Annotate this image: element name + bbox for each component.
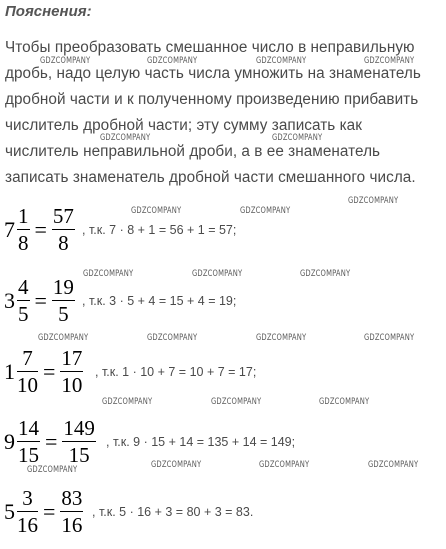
improper-fraction — [60, 487, 83, 537]
equals-sign: = — [34, 217, 47, 242]
explanation: , т.к. 1 · 10 + 7 = 10 + 7 = 17; — [95, 365, 257, 379]
numerator: 19 — [52, 275, 74, 300]
fraction-bar — [60, 371, 83, 373]
fraction — [17, 417, 40, 467]
fraction — [17, 205, 30, 255]
fraction-bar — [17, 511, 38, 513]
denominator: 16 — [17, 513, 38, 538]
explanation: , т.к. 7 · 8 + 1 = 56 + 1 = 57; — [82, 223, 237, 237]
watermark: GDZCOMPANY — [300, 269, 351, 279]
fraction — [17, 276, 30, 326]
denominator: 16 — [61, 513, 83, 538]
numerator: 3 — [22, 486, 33, 511]
paragraph-line: числитель дробной части; эту сумму записать как — [5, 117, 362, 134]
mixed-number-equation — [4, 200, 77, 260]
whole-part: 1 — [4, 359, 15, 384]
fraction-bar — [17, 229, 30, 231]
denominator: 5 — [58, 302, 69, 327]
fraction — [17, 347, 38, 397]
numerator: 7 — [22, 346, 33, 371]
denominator: 15 — [68, 443, 90, 468]
fraction-bar — [17, 441, 40, 443]
watermark: GDZCOMPANY — [259, 460, 310, 470]
denominator: 8 — [18, 231, 29, 256]
fraction-bar — [62, 441, 96, 443]
watermark: GDZCOMPANY — [364, 333, 415, 343]
heading: Пояснения: — [5, 3, 92, 20]
watermark: GDZCOMPANY — [272, 133, 323, 143]
paragraph-line: Чтобы преобразовать смешанное число в неправильную — [5, 39, 415, 56]
denominator: 10 — [17, 373, 38, 398]
numerator: 149 — [63, 416, 95, 441]
watermark: GDZCOMPANY — [211, 397, 262, 407]
denominator: 8 — [58, 231, 69, 256]
numerator: 14 — [18, 416, 39, 441]
denominator: 10 — [61, 373, 83, 398]
fraction — [17, 487, 38, 537]
equals-sign: = — [34, 288, 47, 313]
improper-fraction — [62, 417, 96, 467]
paragraph-line: дробь, надо целую часть числа умножить на знаменатель — [5, 65, 421, 82]
watermark: GDZCOMPANY — [38, 333, 89, 343]
numerator: 83 — [61, 486, 83, 511]
equals-sign: = — [45, 429, 58, 454]
mixed-number-equation — [4, 482, 85, 542]
equals-sign: = — [43, 359, 56, 384]
fraction-bar — [52, 229, 75, 231]
watermark: GDZCOMPANY — [27, 465, 78, 475]
improper-fraction — [52, 205, 75, 255]
explanation: , т.к. 9 · 15 + 14 = 135 + 14 = 149; — [106, 435, 296, 449]
watermark: GDZCOMPANY — [40, 56, 91, 66]
whole-part: 3 — [4, 288, 15, 313]
watermark: GDZCOMPANY — [256, 333, 307, 343]
watermark: GDZCOMPANY — [102, 397, 153, 407]
watermark: GDZCOMPANY — [147, 56, 198, 66]
denominator: 5 — [18, 302, 29, 327]
denominator: 15 — [18, 443, 39, 468]
fraction-bar — [17, 371, 38, 373]
numerator: 17 — [61, 346, 83, 371]
mixed-number-equation — [4, 271, 77, 331]
paragraph-line: записать знаменатель дробной части смешанного числа. — [5, 169, 416, 186]
fraction-bar — [60, 511, 83, 513]
watermark: GDZCOMPANY — [256, 56, 307, 66]
paragraph-line: дробной части и к полученному произведению прибавить — [5, 91, 419, 108]
explanation: , т.к. 3 · 5 + 4 = 15 + 4 = 19; — [82, 294, 237, 308]
watermark: GDZCOMPANY — [147, 333, 198, 343]
fraction-bar — [17, 300, 30, 302]
watermark: GDZCOMPANY — [131, 206, 182, 216]
watermark: GDZCOMPANY — [151, 460, 202, 470]
mixed-number-equation — [4, 342, 85, 402]
whole-part: 7 — [4, 217, 15, 242]
watermark: GDZCOMPANY — [83, 269, 134, 279]
watermark: GDZCOMPANY — [100, 133, 151, 143]
numerator: 57 — [52, 204, 74, 229]
numerator: 4 — [18, 275, 29, 300]
whole-part: 5 — [4, 499, 15, 524]
paragraph-line: числитель неправильной дроби, а в ее знаменатель — [5, 143, 381, 160]
improper-fraction — [52, 276, 75, 326]
watermark: GDZCOMPANY — [319, 397, 370, 407]
improper-fraction — [60, 347, 83, 397]
whole-part: 9 — [4, 429, 15, 454]
watermark: GDZCOMPANY — [364, 56, 415, 66]
numerator: 1 — [18, 204, 29, 229]
watermark: GDZCOMPANY — [368, 460, 419, 470]
explanation: , т.к. 5 · 16 + 3 = 80 + 3 = 83. — [92, 505, 254, 519]
equals-sign: = — [43, 499, 56, 524]
mixed-number-equation — [4, 412, 98, 472]
watermark: GDZCOMPANY — [348, 196, 399, 206]
fraction-bar — [52, 300, 75, 302]
watermark: GDZCOMPANY — [240, 206, 291, 216]
watermark: GDZCOMPANY — [192, 269, 243, 279]
